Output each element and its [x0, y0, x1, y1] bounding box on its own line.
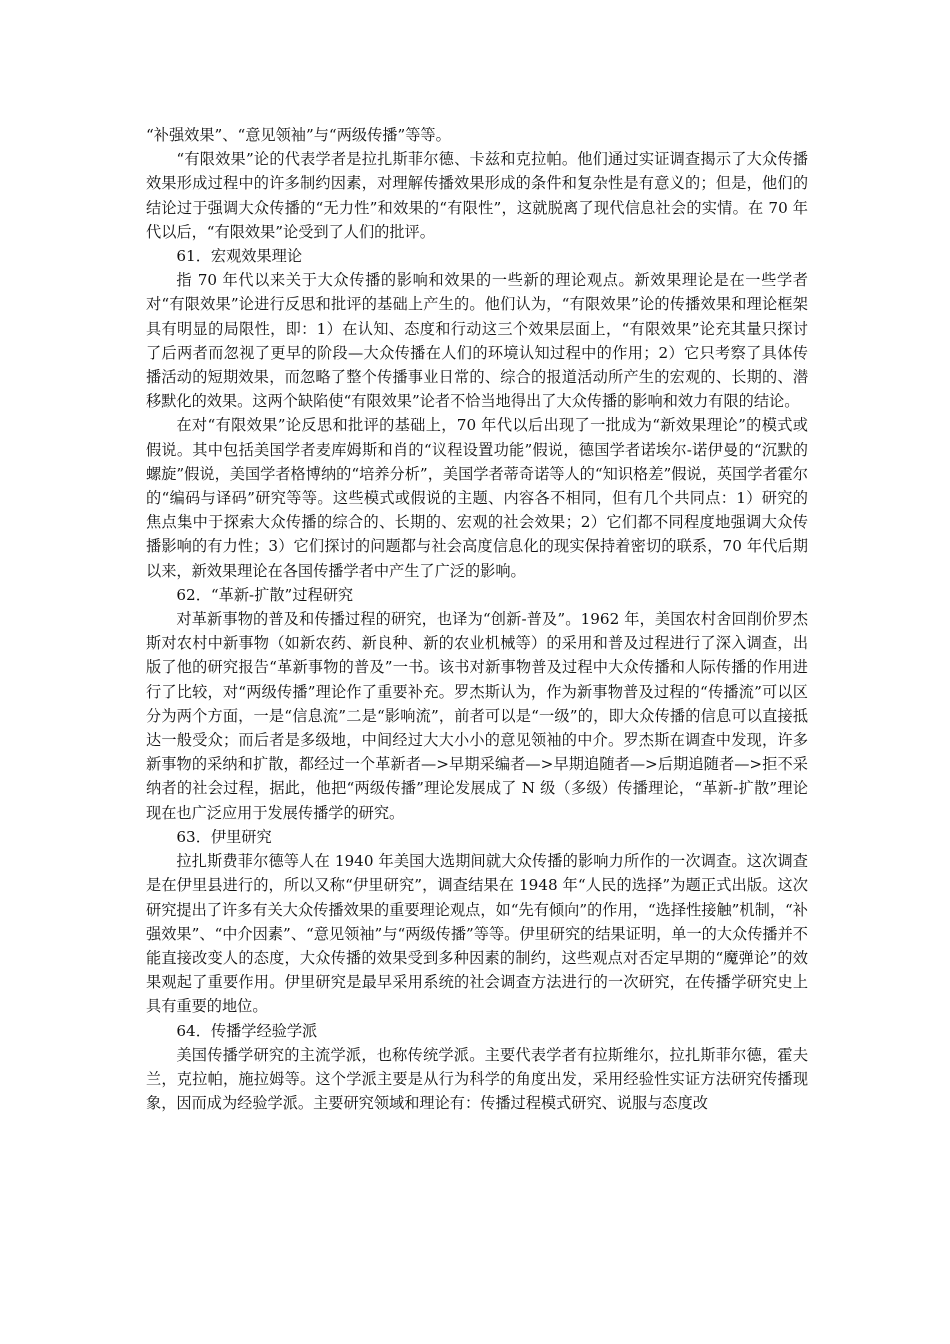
paragraph-empirical-school: 美国传播学研究的主流学派，也称传统学派。主要代表学者有拉斯维尔，拉扎斯菲尔德，霍夫兰，克拉帕，施拉姆等。这个学派主要是从行为科学的角度出发，采用经验性实证方法研究传播现象，因而成为经验学派。主要研究领域和理论有：传播过程模式研究、说服与态度改 — [146, 1045, 808, 1113]
paragraph-macro-effects-2: 在对“有限效果”论反思和批评的基础上，70 年代以后出现了一批成为“新效果理论”的模式或假说。其中包括美国学者麦库姆斯和肖的“议程设置功能”假说，德国学者诺埃尔-诺伊曼的“沉默的螺旋”假说，美国学者格博纳的“培养分析”，美国学者蒂奇诺等人的“知识格差”假说，英国学者霍尔的“编码与译码”研究等等。这些模式或假说的主题、内容各不相同，但有几个共同点：1）研究的焦点集中于探索大众传播的综合的、长期的、宏观的社会效果；2）它们都不同程度地强调大众传播影响的有力性；3）它们探讨的问题都与社会高度信息化的现实保持着密切的联系，70 年代后期以来，新效果理论在各国传播学者中产生了广泛的影响。 — [146, 416, 808, 580]
section-heading-61: 61．宏观效果理论 — [176, 247, 303, 266]
paragraph-diffusion-of-innovations: 对革新事物的普及和传播过程的研究，也译为“创新-普及”。1962 年，美国农村舍回削价罗杰斯对农村中新事物（如新农药、新良种、新的农业机械等）的采用和普及过程进行了深入调查，出版了他的研究报告“革新事物的普及”一书。该书对新事物普及过程中大众传播和人际传播的作用进行了比较，对“两级传播”理论作了重要补充。罗杰斯认为，作为新事物普及过程的“传播流”可以区分为两个方面，一是“信息流”二是“影响流”，前者可以是“一级”的，即大众传播的信息可以直接抵达一般受众；而后者是多级地，中间经过大大小小的意见领袖的中介。罗杰斯在调查中发现，许多新事物的采纳和扩散，都经过一个革新者—>早期采编者—>早期追随者—>后期追随者—>拒不采纳者的社会过程，据此，他把“两级传播”理论发展成了 N 级（多级）传播理论，“革新-扩散”理论现在也广泛应用于发展传播学的研究。 — [146, 610, 808, 822]
document-page — [146, 123, 808, 1115]
section-heading-63: 63．伊里研究 — [176, 827, 272, 846]
paragraph-erie-study: 拉扎斯费菲尔德等人在 1940 年美国大选期间就大众传播的影响力所作的一次调查。这次调查是在伊里县进行的，所以又称“伊里研究”，调查结果在 1948 年“人民的选择”为题正式出版。这次研究提出了许多有关大众传播效果的重要理论观点，如“先有倾向”的作用，“选择性接触”机制，“补强效果”、“中介因素”、“意见领袖”与“两级传播”等等。伊里研究的结果证明，单一的大众传播并不能直接改变人的态度，大众传播的效果受到多种因素的制约，这些观点对否定早期的“魔弹论”的效果观起了重要作用。伊里研究是最早采用系统的社会调查方法进行的一次研究，在传播学研究史上具有重要的地位。 — [146, 852, 808, 1016]
section-heading-64: 64．传播学经验学派 — [176, 1021, 318, 1040]
paragraph-macro-effects-1: 指 70 年代以来关于大众传播的影响和效果的一些新的理论观点。新效果理论是在一些学者对“有限效果”论进行反思和批评的基础上产生的。他们认为，“有限效果”论的传播效果和理论框架具有明显的局限性，即：1）在认知、态度和行动这三个效果层面上，“有限效果”论充其量只探讨了后两者而忽视了更早的阶段—大众传播在人们的环境认知过程中的作用；2）它只考察了具体传播活动的短期效果，而忽略了整个传播事业日常的、综合的报道活动所产生的宏观的、长期的、潜移默化的效果。这两个缺陷使“有限效果”论者不恰当地得出了大众传播的影响和效力有限的结论。 — [146, 271, 808, 411]
paragraph-limited-effects-summary: “有限效果”论的代表学者是拉扎斯菲尔德、卡兹和克拉帕。他们通过实证调查揭示了大众传播效果形成过程中的许多制约因素，对理解传播效果形成的条件和复杂性是有意义的；但是，他们的结论过于强调大众传播的“无力性”和效果的“有限性”，这就脱离了现代信息社会的实情。在 70 年代以后，“有限效果”论受到了人们的批评。 — [146, 150, 808, 241]
paragraph-continued: “补强效果”、“意见领袖”与“两级传播”等等。 — [146, 126, 451, 144]
section-heading-62: 62．“革新-扩散”过程研究 — [176, 585, 354, 604]
